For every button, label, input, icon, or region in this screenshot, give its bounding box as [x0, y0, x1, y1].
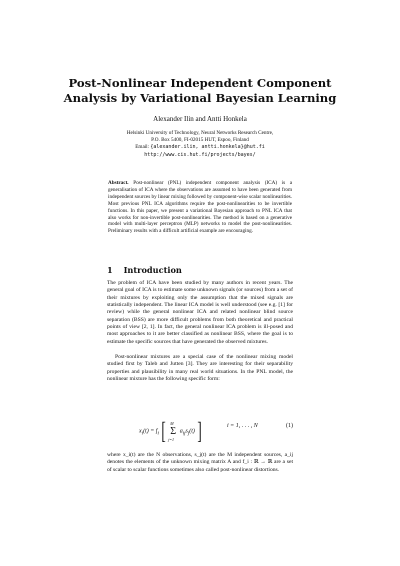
equation-expression [139, 415, 203, 445]
abstract-label: Abstract. [108, 180, 129, 186]
eq-sum [168, 420, 178, 442]
email-line [60, 144, 340, 151]
eq-term: a [179, 428, 183, 435]
affiliation-block [60, 130, 340, 159]
paper-title [60, 76, 340, 106]
eq-close-bracket: ] [197, 415, 202, 445]
abstract-text: Post-nonlinear (PNL) independent component analysis (ICA) is a generalisation of ICA where the observations are assumed to have been generated from independent sources by linear mixing followed by component-wise scalar nonlinearities. Most previous PNL ICA algorithms require the post-nonlinearities to be invertible functions. In this paper, we present a variational Bayesian approach to PNL ICA that also works for non-invertible post-nonlinearities. The method is based on a generative model with multi-layer perceptron (MLP) networks to model the post-nonlinearities. Preliminary results with a difficult artificial example are encouraging. [108, 180, 292, 235]
sigma-icon: Σ [170, 425, 177, 437]
title-line-1: Post-Nonlinear Independent Component [68, 76, 332, 90]
eq-term2-sub: j [187, 431, 190, 437]
eq-lhs-arg: (t) = f [143, 428, 158, 435]
author-list: Alexander Ilin and Antti Honkela [153, 115, 247, 123]
project-url[interactable]: http://www.cis.hut.fi/projects/bayes/ [144, 151, 256, 158]
eq-sum-top: M [170, 420, 174, 426]
eq-lhs: x [139, 428, 142, 435]
equation-number: (1) [286, 423, 293, 429]
paragraph: The problem of ICA have been studied by many authors in recent years. The general goal of ICA is to estimate some unknown signals (or sources) from a set of their mixtures by exploiting only the assumption that the mixed signals are statistically independent. The linear ICA model is well understood (see e.g. [1] for review) while the general nonlinear ICA and related nonlinear blind source separation (BSS) are more difficult problems from both theoretical and practical points of view [2, 1]. In fact, the general nonlinear ICA problem is ill-posed and most approaches to it are better classified as nonlinear BSS, where the goal is to estimate the specific sources that have generated the observed mixtures. [107, 280, 293, 345]
eq-open-bracket: [ [161, 415, 166, 445]
title-line-2: Analysis by Variational Bayesian Learning [63, 91, 337, 105]
email-address[interactable]: {alexander.ilin, antti.honkela}@hut.fi [150, 144, 265, 151]
section-title: Introduction [123, 265, 182, 275]
eq-term-sub: ij [182, 431, 186, 437]
paragraph: where x_i(t) are the N observations, s_j(t) are the M independent sources, a_ij denotes the elements of the unknown mixing matrix A and f_i : ℝ → ℝ are a set of scalar to scalar functions sometimes also called post-nonlinear distortions. [107, 452, 293, 473]
eq-f-sub: i [157, 431, 159, 437]
abstract [108, 180, 292, 235]
paragraph: Post-nonlinear mixtures are a special case of the nonlinear mixing model studied first by Taleb and Jutten [3]. They are interesting for their separability properties and plausibility in many real world situations. In the PNL model, the nonlinear mixture has the following specific form: [107, 354, 293, 383]
equation-range: i = 1, . . . , N [227, 423, 258, 429]
section-number: 1 [107, 265, 113, 275]
section-heading [107, 265, 182, 275]
eq-lhs-sub: i [141, 431, 144, 437]
eq-term2-arg: (t) [189, 428, 195, 435]
eq-term2: s [185, 428, 188, 435]
eq-sum-bottom: j=1 [168, 436, 174, 442]
equation-1 [107, 413, 293, 447]
email-label: Email: [135, 144, 150, 151]
affiliation-line-1: Helsinki University of Technology, Neural Networks Research Centre, [126, 130, 274, 136]
affiliation-line-2: P.O. Box 5400, FI-02015 HUT, Espoo, Finland [151, 137, 249, 144]
